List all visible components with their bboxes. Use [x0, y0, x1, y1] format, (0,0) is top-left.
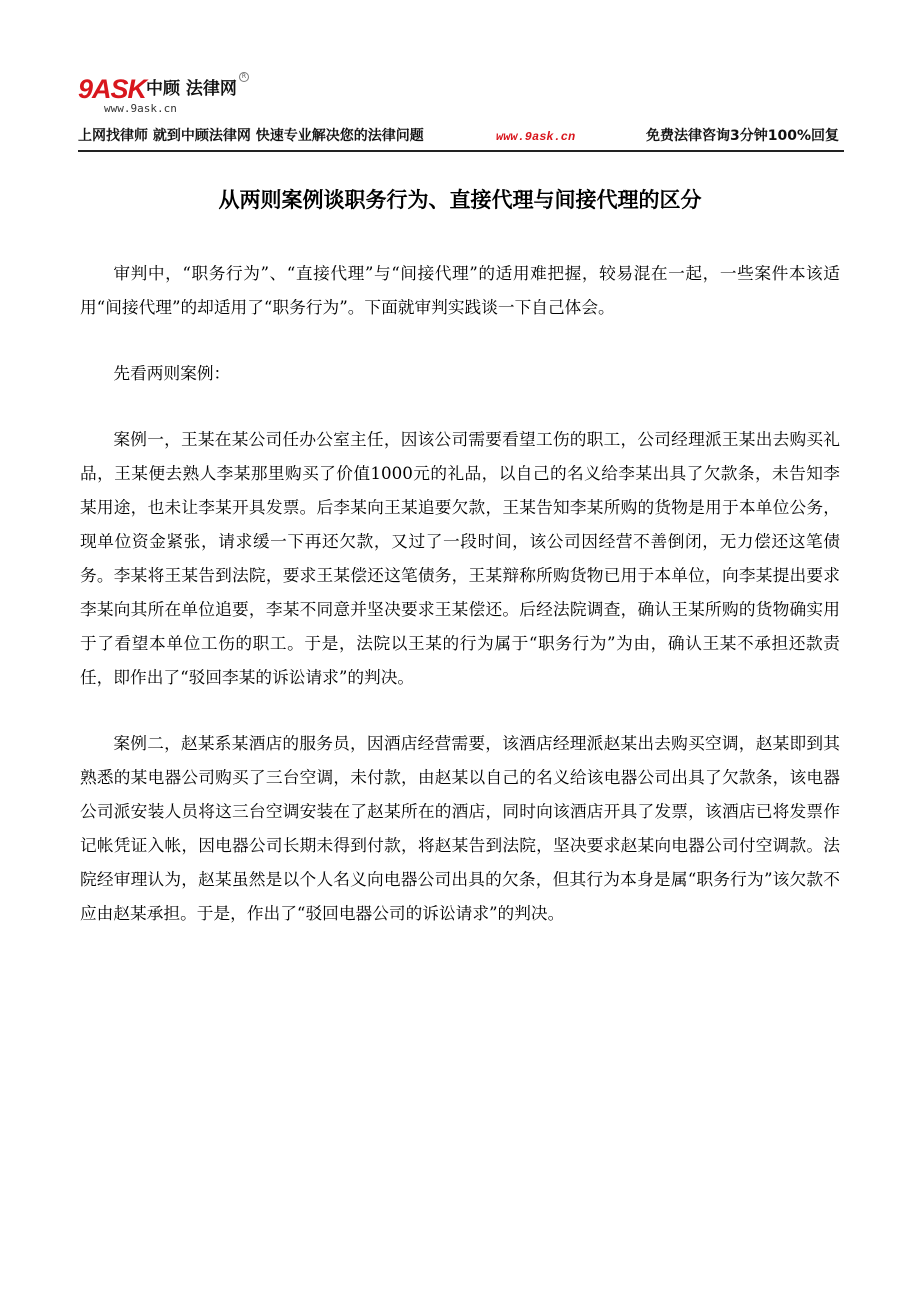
- logo-url: www.9ask.cn: [104, 102, 177, 115]
- paragraph-case-two: 案例二，赵某系某酒店的服务员，因酒店经营需要，该酒店经理派赵某出去购买空调，赵某即到其熟悉的某电器公司购买了三台空调，未付款，由赵某以自己的名义给该电器公司出具了欠款条，该电器公司派安装人员将这三台空调安装在了赵某所在的酒店，同时向该酒店开具了发票，该酒店已将发票作记帐凭证入帐，因电器公司长期未得到付款，将赵某告到法院，坚决要求赵某向电器公司付空调款。法院经审理认为，赵某虽然是以个人名义向电器公司出具的欠条，但其行为本身是属“职务行为”该欠款不应由赵某承担。于是，作出了“驳回电器公司的诉讼请求”的判决。: [80, 733, 840, 923]
- header-divider: [78, 150, 844, 152]
- header-slogan: 上网找律师 就到中顾法律网 快速专业解决您的法律问题: [78, 128, 424, 144]
- paragraph-case-one: 案例一，王某在某公司任办公室主任，因该公司需要看望工伤的职工，公司经理派王某出去购买礼品，王某便去熟人李某那里购买了价值1000元的礼品，以自己的名义给李某出具了欠款条，未告知李某用途，也未让李某开具发票。后李某向王某追要欠款，王某告知李某所购的货物是用于本单位公务，现单位资金紧张，请求缓一下再还欠款，又过了一段时间，该公司因经营不善倒闭，无力偿还这笔债务。李某将王某告到法院，要求王某偿还这笔债务，王某辩称所购货物已用于本单位，向李某提出要求李某向其所在单位追要，李某不同意并坚决要求王某偿还。后经法院调查，确认王某所购的货物确实用于了看望本单位工伤的职工。于是，法院以王某的行为属于“职务行为”为由，确认王某不承担还款责任，即作出了“驳回李某的诉讼请求”的判决。: [80, 429, 840, 687]
- registered-trademark-icon: R: [239, 72, 249, 82]
- article-body: [80, 256, 840, 962]
- site-logo[interactable]: [78, 72, 258, 120]
- article-title: 从两则案例谈职务行为、直接代理与间接代理的区分: [218, 188, 702, 212]
- header-site-link[interactable]: www.9ask.cn: [496, 130, 576, 144]
- site-header: [78, 72, 844, 154]
- logo-site-name: 中顾 法律网: [146, 79, 237, 99]
- paragraph-intro: 审判中，“职务行为”、“直接代理”与“间接代理”的适用难把握，较易混在一起，一些案件本该适用“间接代理”的却适用了“职务行为”。下面就审判实践谈一下自己体会。: [80, 263, 840, 317]
- logo-brand-mark: 9ASK: [78, 74, 147, 104]
- header-consult-promo: 免费法律咨询3分钟100%回复: [646, 128, 839, 144]
- paragraph-cases-lead: 先看两则案例：: [113, 363, 231, 383]
